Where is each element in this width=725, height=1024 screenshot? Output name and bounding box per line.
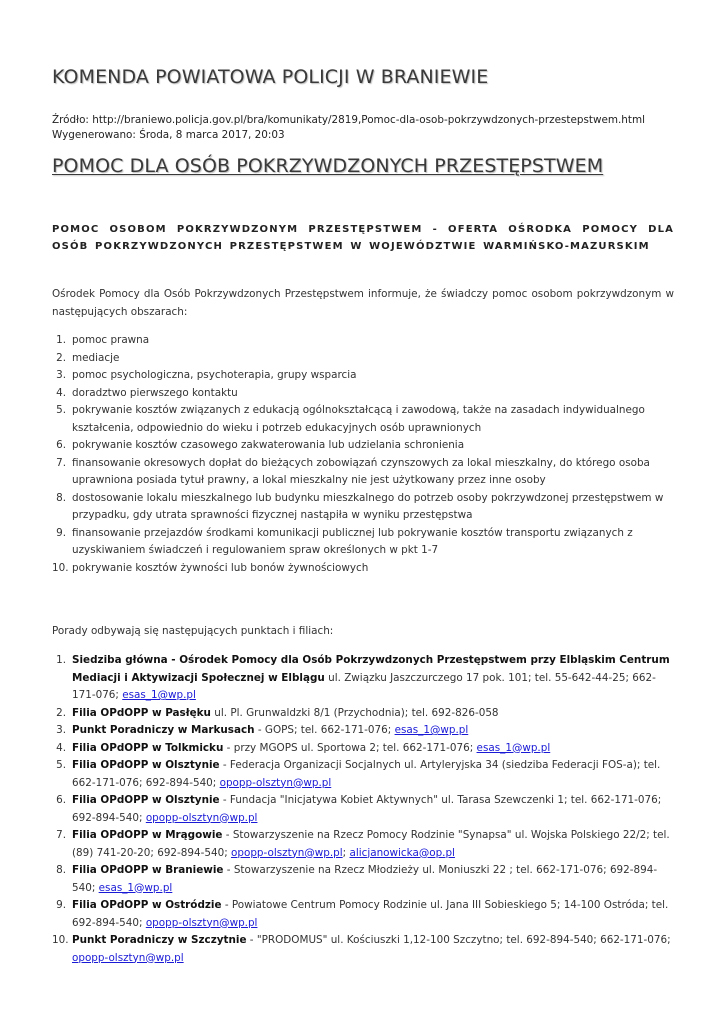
organization-title: KOMENDA POWIATOWA POLICJI W BRANIEWIE: [52, 66, 489, 88]
locations-list: [52, 652, 674, 967]
location-item: 7. Filia OPdOPP w Mrągowie - Stowarzyszenie na Rzecz Pomocy Rodzinie "Synapsa" ul. Wojska Polskiego 22/2; tel. (89) 741-20-20; 692-894-540; opopp-olsztyn@wp.pl; alicjanowicka@op.pl: [56, 829, 670, 859]
email-link-secondary[interactable]: alicjanowicka@op.pl: [349, 846, 455, 859]
location-item: 2. Filia OPdOPP w Pasłęku ul. Pl. Grunwaldzki 8/1 (Przychodnia); tel. 692-826-058: [56, 706, 499, 719]
list-item: 4. doradztwo pierwszego kontaktu: [56, 386, 238, 399]
location-item: 9. Filia OPdOPP w Ostródzie - Powiatowe Centrum Pomocy Rodzinie ul. Jana III Sobieskiego 5; 14-100 Ostróda; tel. 692-894-540; opopp-olsztyn@wp.pl: [56, 899, 669, 929]
list-item: 2. mediacje: [56, 351, 120, 364]
list-item: 10. pokrywanie kosztów żywności lub bonów żywnościowych: [52, 561, 369, 574]
document-meta: [52, 113, 645, 143]
location-item: 3. Punkt Poradniczy w Markusach - GOPS; tel. 662-171-076; esas_1@wp.pl: [56, 724, 469, 736]
email-link[interactable]: opopp-olsztyn@wp.pl: [72, 951, 184, 964]
list-item: 5. pokrywanie kosztów związanych z edukacją ogólnokształcącą i zawodową, także na zasadach indywidualnego kształcenia, odpowiednio do wieku i potrzeb edukacyjnych osób uprawnionych: [56, 404, 645, 434]
location-item: 4. Filia OPdOPP w Tolkmicku - przy MGOPS ul. Sportowa 2; tel. 662-171-076; esas_1@wp.pl: [56, 741, 551, 754]
list-item: 3. pomoc psychologiczna, psychoterapia, grupy wsparcia: [56, 369, 357, 381]
intro-paragraph: Ośrodek Pomocy dla Osób Pokrzywdzonych Przestępstwem informuje, że świadczy pomoc osobom pokrzywdzonym w następujących obszarach:: [52, 288, 674, 318]
email-link[interactable]: opopp-olsztyn@wp.pl: [231, 846, 343, 859]
article-subtitle: POMOC OSOBOM POKRZYWDZONYM PRZESTĘPSTWEM - OFERTA OŚRODKA POMOCY DLA OSÓB POKRZYWDZONYCH PRZESTĘPSTWEM W WOJEWÓDZTWIE WARMIŃSKO-MAZURSKIM: [52, 224, 674, 252]
email-link[interactable]: esas_1@wp.pl: [394, 724, 469, 736]
generated-line: Wygenerowano: Środa, 8 marca 2017, 20:03: [52, 129, 285, 141]
list-item: 9. finansowanie przejazdów środkami komunikacji publicznej lub pokrywanie kosztów transportu związanych z uzyskiwaniem świadczeń i regulowaniem spraw określonych w pkt 1-7: [56, 526, 633, 556]
location-item: 6. Filia OPdOPP w Olsztynie - Fundacja "Inicjatywa Kobiet Aktywnych" ul. Tarasa Szewczenki 1; tel. 662-171-076; 692-894-540; opopp-olsztyn@wp.pl: [56, 794, 662, 824]
email-link[interactable]: opopp-olsztyn@wp.pl: [219, 776, 332, 789]
list-item: 7. finansowanie okresowych dopłat do bieżących zobowiązań czynszowych za lokal mieszkalny, do którego osoba uprawniona posiada tytuł prawny, a lokal mieszkalny nie jest użytkowany przez inne osoby: [56, 456, 650, 486]
source-line: Źródło: http://braniewo.policja.gov.pl/bra/komunikaty/2819,Pomoc-dla-osob-pokrzywdzonych-przestepstwem.html: [52, 114, 645, 126]
article-title: POMOC DLA OSÓB POKRZYWDZONYCH PRZESTĘPSTWEM: [52, 155, 604, 177]
email-link[interactable]: esas_1@wp.pl: [122, 689, 196, 701]
location-item: 5. Filia OPdOPP w Olsztynie - Federacja Organizacji Socjalnych ul. Artyleryjska 34 (siedziba Federacji FOS-a); tel. 662-171-076; 692-894-540; opopp-olsztyn@wp.pl: [56, 759, 661, 789]
email-link[interactable]: esas_1@wp.pl: [476, 741, 551, 754]
list-item: 1. pomoc prawna: [56, 334, 150, 346]
help-areas-list: [52, 332, 674, 577]
locations-intro: Porady odbywają się następujących punktach i filiach:: [52, 625, 334, 637]
location-item: 1. Siedziba główna - Ośrodek Pomocy dla Osób Pokrzywdzonych Przestępstwem przy Elbląskim Centrum Mediacji i Aktywizacji Społecznej w Elblągu ul. Związku Jaszczurczego 17 pok. 101; tel. 55-642-44-25; 662-171-076; esas_1@wp.pl: [56, 654, 670, 701]
email-link[interactable]: esas_1@wp.pl: [98, 881, 173, 894]
list-item: 8. dostosowanie lokalu mieszkalnego lub budynku mieszkalnego do potrzeb osoby pokrzywdzonej przestępstwem w przypadku, gdy utrata sprawności fizycznej nastąpiła w wyniku przestępstwa: [56, 491, 664, 521]
email-link[interactable]: opopp-olsztyn@wp.pl: [145, 811, 258, 824]
email-link[interactable]: opopp-olsztyn@wp.pl: [145, 916, 258, 929]
list-item: 6. pokrywanie kosztów czasowego zakwaterowania lub udzielania schronienia: [56, 439, 465, 451]
location-item: 10. Punkt Poradniczy w Szczytnie - "PRODOMUS" ul. Kościuszki 1,12-100 Szczytno; tel. 692-894-540; 662-171-076; opopp-olsztyn@wp.pl: [52, 934, 671, 964]
location-item: 8. Filia OPdOPP w Braniewie - Stowarzyszenie na Rzecz Młodzieży ul. Moniuszki 22 ; tel. 662-171-076; 692-894-540; esas_1@wp.pl: [56, 864, 658, 894]
